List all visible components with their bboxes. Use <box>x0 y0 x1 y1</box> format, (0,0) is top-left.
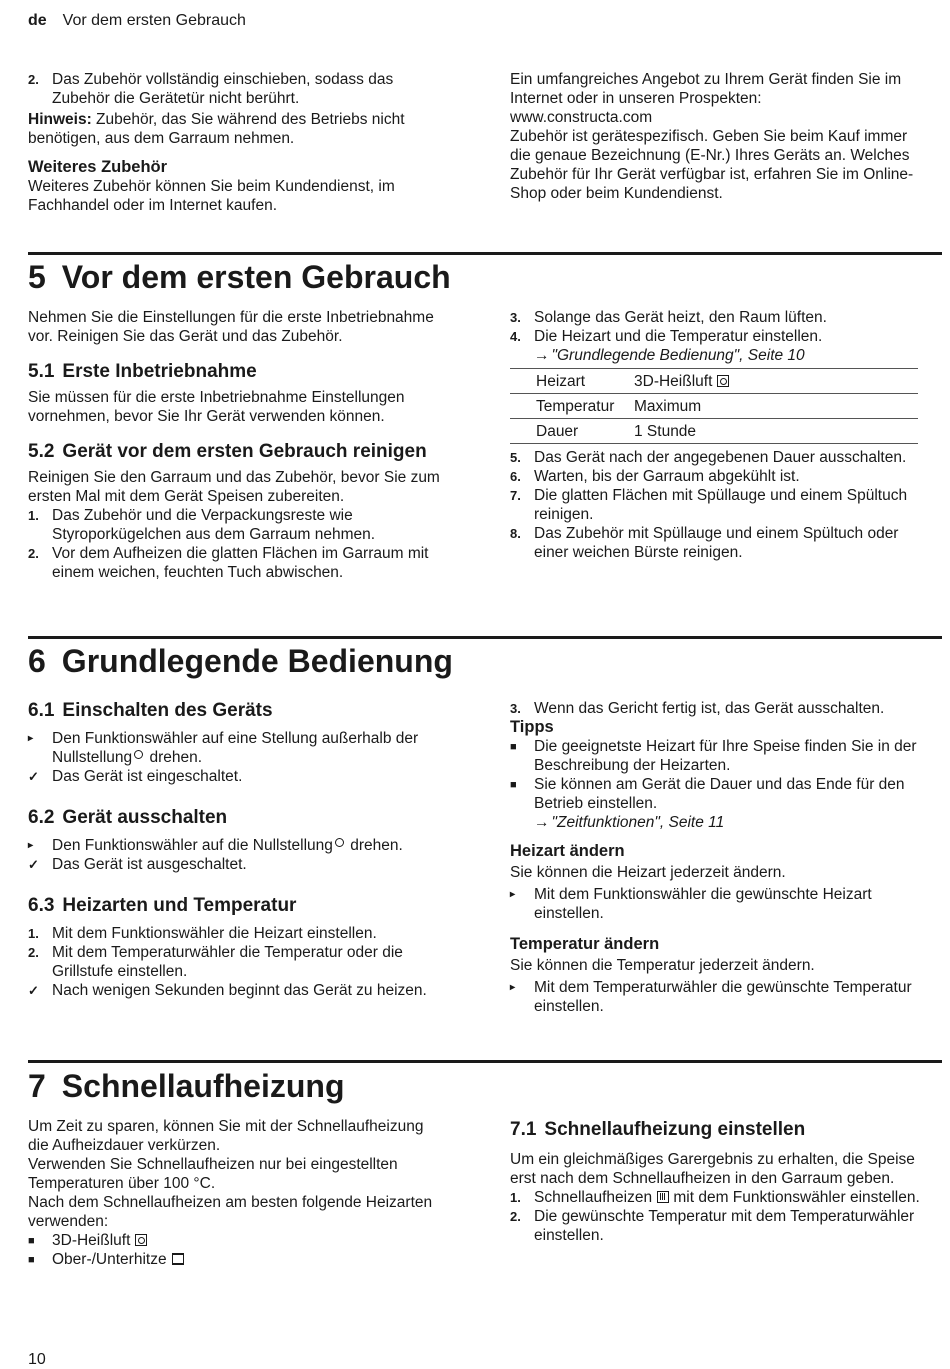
tip-text: Sie können am Gerät die Dauer und das Ende für den Betrieb einstellen. <box>534 776 905 812</box>
sec7-text-3: Nach dem Schnellaufheizen am besten folgende Heizarten verwenden: <box>28 1194 433 1230</box>
square-bullet-icon: ■ <box>28 1254 35 1266</box>
intro-right-column <box>510 70 928 203</box>
step-text: Schnellaufheizen <box>534 1189 653 1206</box>
subsection-title: Gerät vor dem ersten Gebrauch reinigen <box>62 441 427 462</box>
language-code: de <box>28 12 47 29</box>
subsection-title: Schnellaufheizung einstellen <box>544 1119 806 1140</box>
action-list <box>510 978 938 1016</box>
subsection-number: 5.2 <box>28 441 55 462</box>
page-number: 10 <box>28 1351 46 1368</box>
step-list <box>28 506 446 582</box>
subheading-change-temperature: Temperatur ändern <box>510 935 660 953</box>
step-item <box>510 308 942 327</box>
step-number: 3. <box>510 310 521 325</box>
triangle-bullet-icon: ▸ <box>510 889 516 900</box>
action-item <box>28 729 446 767</box>
cross-reference <box>510 346 942 365</box>
subheading-more-accessories: Weiteres Zubehör <box>28 158 168 176</box>
table-value-text: 3D-Heißluft <box>634 373 713 390</box>
cross-reference <box>510 813 938 832</box>
step-text: Die gewünschte Temperatur mit dem Temperaturwähler einstellen. <box>534 1208 915 1244</box>
step-item <box>510 1188 938 1207</box>
change-temperature-text: Sie können die Temperatur jederzeit ändern. <box>510 957 815 974</box>
section-title: Schnellaufheizung <box>61 1068 345 1104</box>
hot-air-3d-icon <box>717 375 729 387</box>
checkmark-icon: ✓ <box>28 769 39 784</box>
mode-text: 3D-Heißluft <box>52 1232 131 1249</box>
section-divider <box>28 1060 942 1063</box>
subsection-number: 6.3 <box>28 895 55 916</box>
step-list <box>510 1188 938 1245</box>
action-list <box>28 729 446 786</box>
subsection-title: Einschalten des Geräts <box>62 700 273 721</box>
table-row <box>510 369 918 394</box>
step-list <box>28 70 446 108</box>
step-text: Wenn das Gericht fertig ist, das Gerät ausschalten. <box>534 700 885 717</box>
step-text: Die glatten Flächen mit Spüllauge und einem Spültuch reinigen. <box>534 487 908 523</box>
more-accessories-text: Weiteres Zubehör können Sie beim Kundendienst, im Fachhandel oder im Internet kaufen. <box>28 178 395 214</box>
table-key: Heizart <box>510 369 634 394</box>
table-key: Temperatur <box>510 394 634 419</box>
result-text: Das Gerät ist ausgeschaltet. <box>52 856 247 873</box>
result-item <box>28 767 446 786</box>
action-item <box>28 836 446 855</box>
step-item <box>510 524 930 562</box>
table-value: 1 Stunde <box>634 419 918 444</box>
step-number: 7. <box>510 488 521 503</box>
subsection-number: 5.1 <box>28 361 55 382</box>
change-heating-text: Sie können die Heizart jederzeit ändern. <box>510 864 786 881</box>
hint-text: Zubehör, das Sie während des Betriebs nicht benötigen, aus dem Garraum nehmen. <box>28 111 405 147</box>
tips-heading: Tipps <box>510 718 554 736</box>
step-item <box>510 467 930 486</box>
sec6-right-column <box>510 699 938 1016</box>
subsection-heading-7-1 <box>510 1118 938 1142</box>
triangle-bullet-icon: ▸ <box>28 840 34 851</box>
list-item <box>28 1250 446 1269</box>
sec5-left-column <box>28 308 446 582</box>
step-number: 2. <box>510 1209 521 1224</box>
action-item <box>510 978 938 1016</box>
list-item <box>510 775 938 813</box>
table-row <box>510 394 918 419</box>
subsection-number: 6.1 <box>28 700 55 721</box>
mode-text: Ober-/Unterhitze <box>52 1251 167 1268</box>
tip-text: Die geeignetste Heizart für Ihre Speise finden Sie in der Beschreibung der Heizarten. <box>534 738 917 774</box>
step-item <box>28 70 446 108</box>
table-value <box>634 369 918 394</box>
action-text-end: drehen. <box>345 837 403 854</box>
step-text: Mit dem Temperaturwähler die Temperatur oder die Grillstufe einstellen. <box>52 944 403 980</box>
section-heading-5 <box>28 257 451 297</box>
step-list <box>510 308 942 346</box>
subsection-number: 6.2 <box>28 807 55 828</box>
sec7-right-column <box>510 1118 938 1245</box>
checkmark-icon: ✓ <box>28 983 39 998</box>
arrow-right-icon: → <box>534 347 550 364</box>
step-list <box>28 924 446 1000</box>
step-text: Das Zubehör vollständig einschieben, sodass das Zubehör die Gerätetür nicht berührt. <box>52 71 394 107</box>
header-title: Vor dem ersten Gebrauch <box>62 12 246 29</box>
step-number: 5. <box>510 450 521 465</box>
tips-list <box>510 737 938 813</box>
subsection-heading-5-2 <box>28 440 446 464</box>
hint-label: Hinweis: <box>28 111 92 128</box>
result-item <box>28 855 446 874</box>
sec6-left-column <box>28 699 446 1000</box>
sec5-2-text: Reinigen Sie den Garraum und das Zubehör, bevor Sie zum ersten Mal mit dem Gerät Speisen zubereiten. <box>28 469 440 505</box>
list-item <box>510 737 938 775</box>
table-row <box>510 419 918 444</box>
step-item <box>28 506 446 544</box>
sec7-text-1: Um Zeit zu sparen, können Sie mit der Schnellaufheizung die Aufheizdauer verkürzen. <box>28 1118 424 1154</box>
subsection-title: Gerät ausschalten <box>62 807 228 828</box>
intro-left-column <box>28 70 446 215</box>
running-header <box>28 11 246 30</box>
action-text: Den Funktionswähler auf eine Stellung außerhalb der Nullstellung <box>52 730 419 766</box>
step-number: 8. <box>510 526 521 541</box>
result-text: Nach wenigen Sekunden beginnt das Gerät zu heizen. <box>52 982 427 999</box>
list-item <box>28 1231 446 1250</box>
step-number: 6. <box>510 469 521 484</box>
settings-table <box>510 368 918 444</box>
quick-heat-icon <box>657 1191 669 1203</box>
zero-position-icon <box>335 838 344 847</box>
result-text: Das Gerät ist eingeschaltet. <box>52 768 243 785</box>
section-number: 5 <box>28 259 46 295</box>
step-item <box>28 924 446 943</box>
square-bullet-icon: ■ <box>510 741 517 753</box>
result-item <box>28 981 446 1000</box>
action-text-end: drehen. <box>145 749 203 766</box>
step-item <box>510 486 930 524</box>
step-item <box>28 544 446 582</box>
subsection-heading-5-1 <box>28 360 446 384</box>
offer-text: Ein umfangreiches Angebot zu Ihrem Gerät finden Sie im Internet oder in unseren Prospekten: <box>510 71 902 107</box>
subsection-heading-6-3 <box>28 894 446 918</box>
step-number: 1. <box>28 508 39 523</box>
sec7-left-column <box>28 1117 446 1269</box>
action-text: Den Funktionswähler auf die Nullstellung <box>52 837 333 854</box>
subsection-title: Erste Inbetriebnahme <box>62 361 257 382</box>
section-heading-7 <box>28 1066 344 1106</box>
step-text-end: mit dem Funktionswähler einstellen. <box>669 1189 920 1206</box>
zero-position-icon <box>134 750 143 759</box>
step-item <box>510 699 938 718</box>
section-title: Vor dem ersten Gebrauch <box>61 259 451 295</box>
subheading-change-heating: Heizart ändern <box>510 842 625 860</box>
step-list <box>510 699 938 718</box>
sec5-right-column <box>510 308 942 562</box>
table-key: Dauer <box>510 419 634 444</box>
section-heading-6 <box>28 641 453 681</box>
step-number: 4. <box>510 329 521 344</box>
step-number: 1. <box>28 926 39 941</box>
step-list <box>510 448 930 562</box>
step-item <box>510 327 942 346</box>
action-list <box>510 885 938 923</box>
triangle-bullet-icon: ▸ <box>28 733 34 744</box>
step-text: Warten, bis der Garraum abgekühlt ist. <box>534 468 800 485</box>
step-text: Das Zubehör mit Spüllauge und einem Spültuch oder einer weichen Bürste reinigen. <box>534 525 899 561</box>
sec5-intro: Nehmen Sie die Einstellungen für die erste Inbetriebnahme vor. Reinigen Sie das Gerät und das Zubehör. <box>28 309 434 345</box>
step-item <box>510 1207 938 1245</box>
step-text: Das Zubehör und die Verpackungsreste wie Styroporkügelchen aus dem Garraum nehmen. <box>52 507 376 543</box>
step-item <box>28 943 446 981</box>
step-text: Vor dem Aufheizen die glatten Flächen im Garraum mit einem weichen, feuchten Tuch abwischen. <box>52 545 429 581</box>
cross-reference-text: "Grundlegende Bedienung", Seite 10 <box>551 347 805 364</box>
step-number: 1. <box>510 1190 521 1205</box>
action-text: Mit dem Funktionswähler die gewünschte Heizart einstellen. <box>534 886 872 922</box>
step-number: 2. <box>28 72 39 87</box>
step-text: Das Gerät nach der angegebenen Dauer ausschalten. <box>534 449 907 466</box>
triangle-bullet-icon: ▸ <box>510 982 516 993</box>
action-text: Mit dem Temperaturwähler die gewünschte Temperatur einstellen. <box>534 979 912 1015</box>
top-bottom-heat-icon <box>172 1253 184 1265</box>
website-url: www.constructa.com <box>510 109 653 126</box>
sec7-1-text: Um ein gleichmäßiges Garergebnis zu erhalten, die Speise erst nach dem Schnellaufheizen in den Garraum geben. <box>510 1151 915 1187</box>
subsection-title: Heizarten und Temperatur <box>62 895 297 916</box>
section-number: 7 <box>28 1068 46 1104</box>
section-divider <box>28 252 942 255</box>
table-value: Maximum <box>634 394 918 419</box>
cross-reference-text: "Zeitfunktionen", Seite 11 <box>551 814 725 831</box>
square-bullet-icon: ■ <box>510 779 517 791</box>
section-divider <box>28 636 942 639</box>
step-text: Mit dem Funktionswähler die Heizart einstellen. <box>52 925 377 942</box>
action-item <box>510 885 938 923</box>
arrow-right-icon: → <box>534 814 550 831</box>
subsection-number: 7.1 <box>510 1119 537 1140</box>
step-number: 2. <box>28 546 39 561</box>
subsection-heading-6-1 <box>28 699 446 723</box>
sec5-1-text: Sie müssen für die erste Inbetriebnahme Einstellungen vornehmen, bevor Sie Ihr Gerät verwenden können. <box>28 389 405 425</box>
step-text: Die Heizart und die Temperatur einstellen. <box>534 328 823 345</box>
section-title: Grundlegende Bedienung <box>61 643 453 679</box>
action-list <box>28 836 446 874</box>
subsection-heading-6-2 <box>28 806 446 830</box>
square-bullet-icon: ■ <box>28 1235 35 1247</box>
step-number: 2. <box>28 945 39 960</box>
step-text: Solange das Gerät heizt, den Raum lüften. <box>534 309 827 326</box>
section-number: 6 <box>28 643 46 679</box>
accessory-info-text: Zubehör ist gerätespezifisch. Geben Sie beim Kauf immer die genaue Bezeichnung (E-Nr.) Ihres Geräts an. Welches Zubehör für Ihr Gerät verfügbar ist, erfahren Sie im Online-Shop oder beim Kundendienst. <box>510 128 914 202</box>
step-item <box>510 448 930 467</box>
step-number: 3. <box>510 701 521 716</box>
hint-paragraph <box>28 110 446 148</box>
heating-modes-list <box>28 1231 446 1269</box>
hot-air-3d-icon <box>135 1234 147 1246</box>
sec7-text-2: Verwenden Sie Schnellaufheizen nur bei eingestellten Temperaturen über 100 °C. <box>28 1156 398 1192</box>
checkmark-icon: ✓ <box>28 857 39 872</box>
